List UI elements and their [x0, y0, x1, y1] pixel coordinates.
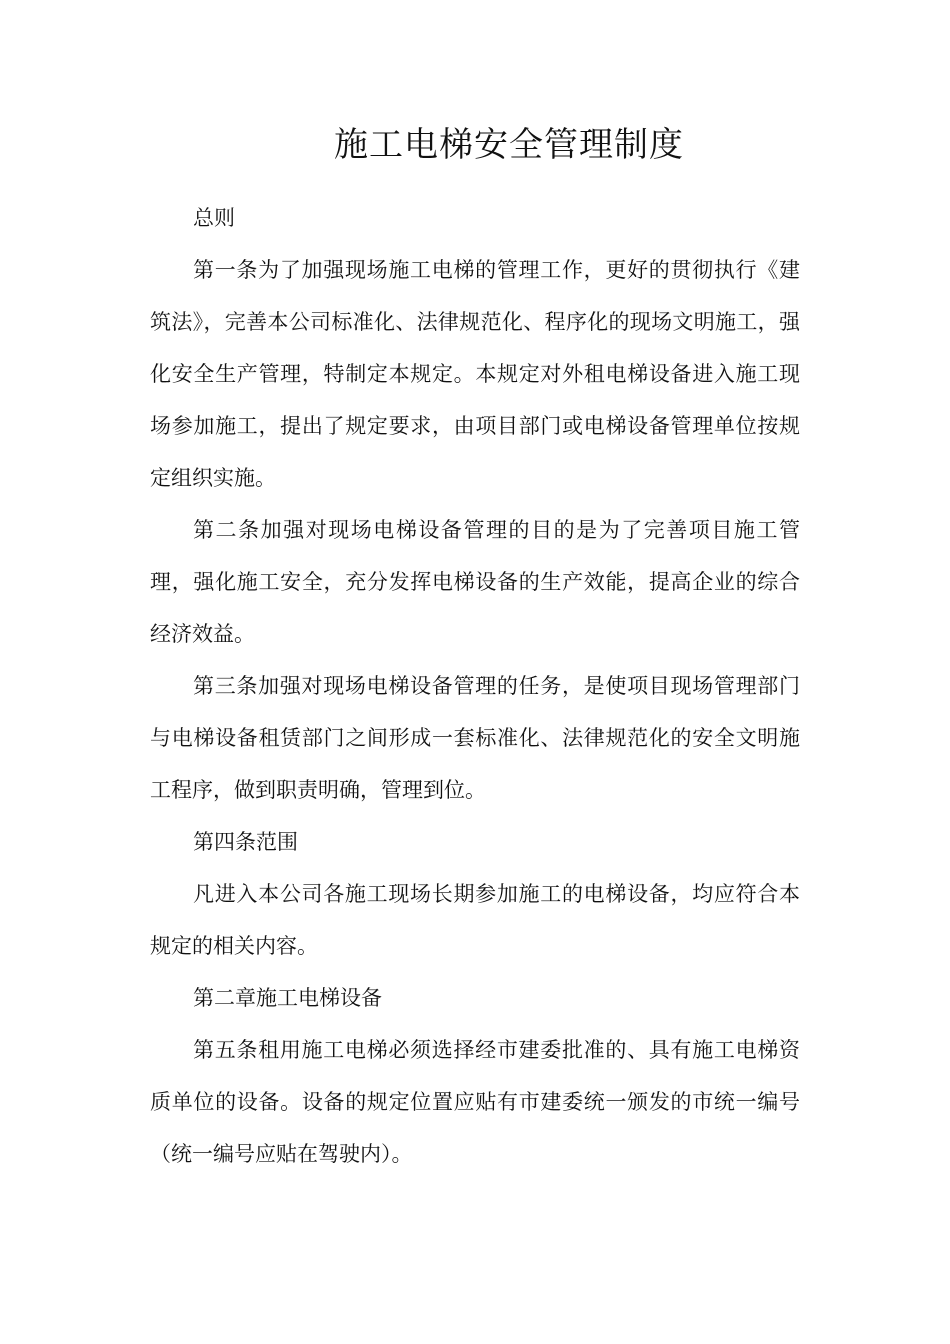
article-1-paragraph: 第一条为了加强现场施工电梯的管理工作，更好的贯彻执行《建筑法》，完善本公司标准化、法律规范化、程序化的现场文明施工，强化安全生产管理，特制定本规定。本规定对外租电梯设备进入施工现场参加施工，提出了规定要求，由项目部门或电梯设备管理单位按规定组织实施。 — [150, 258, 800, 490]
article-4-paragraph: 凡进入本公司各施工现场长期参加施工的电梯设备，均应符合本规定的相关内容。 — [150, 882, 800, 958]
document-title: 施工电梯安全管理制度 — [334, 125, 684, 165]
article-5-paragraph: 第五条租用施工电梯必须选择经市建委批准的、具有施工电梯资质单位的设备。设备的规定位置应贴有市建委统一颁发的市统一编号（统一编号应贴在驾驶内）。 — [150, 1038, 800, 1166]
article-4-heading: 第四条范围 — [193, 830, 298, 854]
article-2-paragraph: 第二条加强对现场电梯设备管理的目的是为了完善项目施工管理，强化施工安全，充分发挥电梯设备的生产效能，提高企业的综合经济效益。 — [150, 518, 800, 646]
chapter-2-heading: 第二章施工电梯设备 — [193, 986, 382, 1010]
section-heading-general: 总则 — [193, 206, 235, 230]
document-body — [150, 192, 800, 1180]
article-3-paragraph: 第三条加强对现场电梯设备管理的任务，是使项目现场管理部门与电梯设备租赁部门之间形成一套标准化、法律规范化的安全文明施工程序，做到职责明确，管理到位。 — [150, 674, 800, 802]
